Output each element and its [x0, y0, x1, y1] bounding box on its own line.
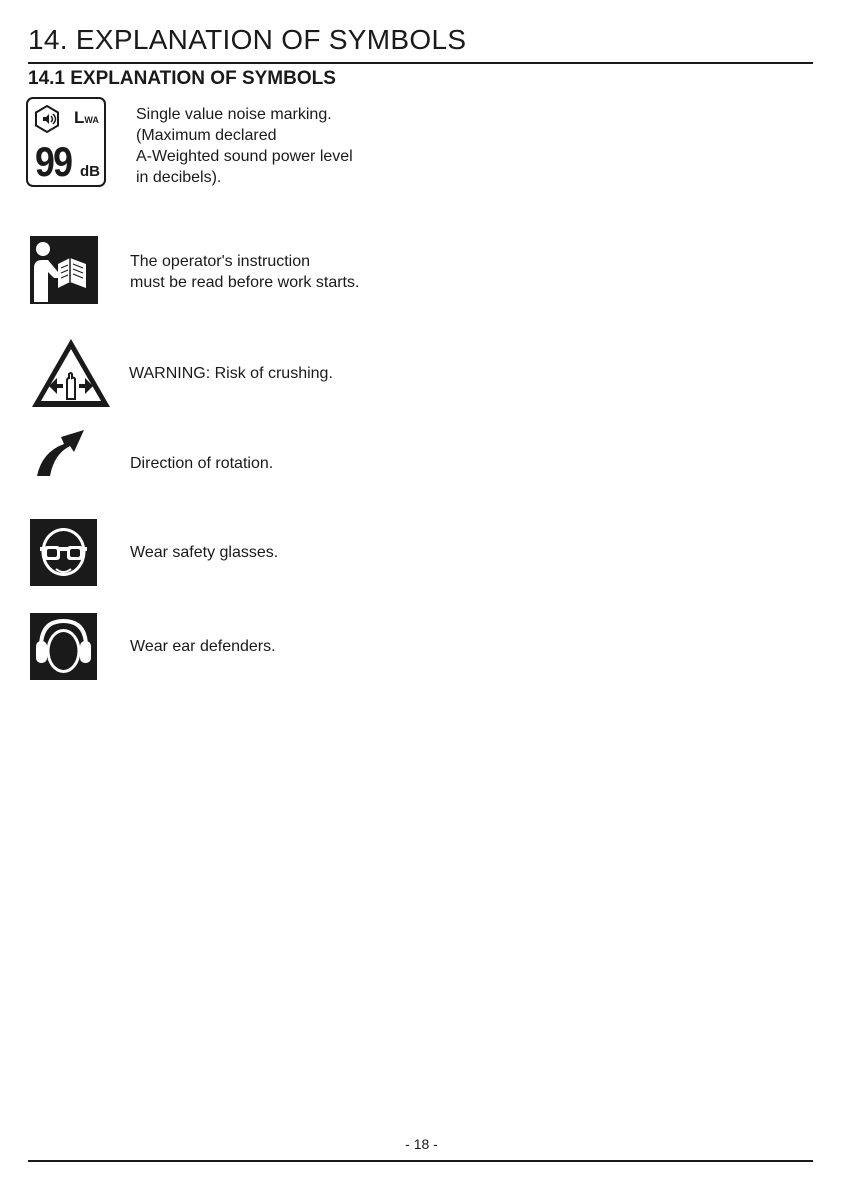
read-manual-icon [30, 236, 98, 304]
read-manual-text: The operator's instruction must be read before work starts. [130, 253, 360, 291]
ear-defenders-text: Wear ear defenders. [130, 638, 276, 655]
page-title: 14. EXPLANATION OF SYMBOLS [28, 24, 467, 55]
ear-defenders-icon [30, 613, 97, 680]
safety-glasses-icon [30, 519, 97, 586]
section-heading: 14.1 EXPLANATION OF SYMBOLS [28, 68, 336, 89]
rotation-arrow-icon [34, 428, 88, 478]
page-number: - 18 - [405, 1136, 438, 1152]
crushing-warning-text: WARNING: Risk of crushing. [129, 365, 333, 382]
noise-marking-text: Single value noise marking. (Maximum declared A-Weighted sound power level in decibels). [136, 106, 353, 186]
title-divider [28, 62, 813, 64]
speaker-icon [32, 104, 62, 134]
rotation-text: Direction of rotation. [130, 455, 274, 472]
footer-divider [28, 1160, 813, 1162]
safety-glasses-text: Wear safety glasses. [130, 544, 279, 561]
noise-marking-icon [26, 97, 106, 187]
lwa-label: LWA [74, 108, 99, 127]
noise-value: 99 [35, 138, 72, 185]
crushing-warning-icon [29, 336, 113, 410]
noise-unit: dB [80, 163, 100, 180]
